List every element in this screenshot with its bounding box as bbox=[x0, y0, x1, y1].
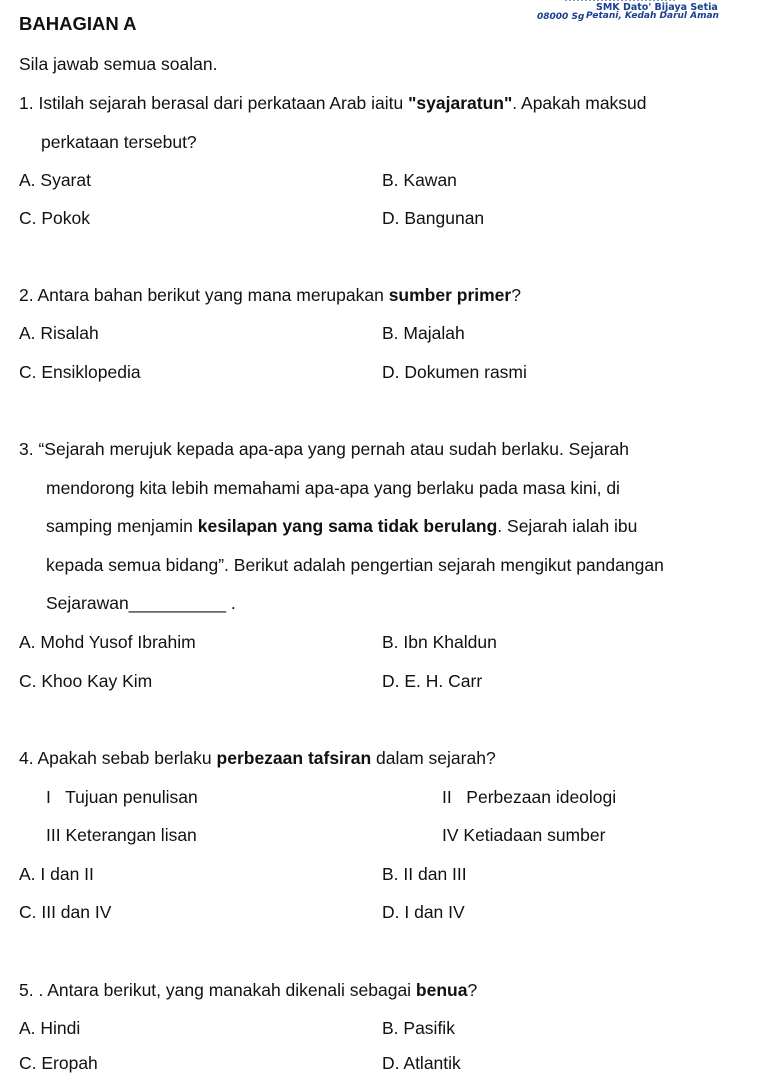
question-3-line-1: 3. “Sejarah merujuk kepada apa-apa yang pernah atau sudah berlaku. Sejarah bbox=[19, 439, 629, 459]
statement-iii: III Keterangan lisan bbox=[46, 825, 197, 845]
option-a[interactable]: A. Risalah bbox=[19, 323, 99, 343]
option-a[interactable]: A. I dan II bbox=[19, 864, 94, 884]
instruction: Sila jawab semua soalan. bbox=[19, 54, 218, 74]
question-3-line-5: Sejarawan__________ . bbox=[46, 593, 236, 613]
question-3-line-3: samping menjamin kesilapan yang sama tidak berulang. Sejarah ialah ibu bbox=[46, 516, 638, 536]
question-1-line-1: 1. Istilah sejarah berasal dari perkataan Arab iaitu "syajaratun". Apakah maksud bbox=[19, 93, 647, 113]
statement-i: I Tujuan penulisan bbox=[46, 787, 198, 807]
section-title: BAHAGIAN A bbox=[19, 13, 137, 34]
question-5-text: 5. . Antara berikut, yang manakah dikenali sebagai benua? bbox=[19, 980, 478, 1000]
option-d[interactable]: D. Bangunan bbox=[382, 208, 485, 228]
stamp-address: Petani, Kedah Darul Aman bbox=[586, 11, 719, 21]
option-d[interactable]: D. Atlantik bbox=[382, 1053, 461, 1073]
question-3-line-2: mendorong kita lebih memahami apa-apa yang berlaku pada masa kini, di bbox=[46, 478, 620, 498]
statement-iv: IV Ketiadaan sumber bbox=[442, 825, 606, 845]
stamp-school-name: SMK Dato' Bijaya Setia bbox=[596, 2, 718, 13]
option-b[interactable]: B. Kawan bbox=[382, 170, 457, 190]
option-b[interactable]: B. II dan III bbox=[382, 864, 467, 884]
option-a[interactable]: A. Syarat bbox=[19, 170, 91, 190]
question-4-text: 4. Apakah sebab berlaku perbezaan tafsiran dalam sejarah? bbox=[19, 748, 496, 768]
question-2-text: 2. Antara bahan berikut yang mana merupakan sumber primer? bbox=[19, 285, 521, 305]
option-d[interactable]: D. E. H. Carr bbox=[382, 671, 483, 691]
option-c[interactable]: C. Ensiklopedia bbox=[19, 362, 141, 382]
option-a[interactable]: A. Mohd Yusof Ibrahim bbox=[19, 632, 196, 652]
option-b[interactable]: B. Pasifik bbox=[382, 1018, 455, 1038]
option-a[interactable]: A. Hindi bbox=[19, 1018, 81, 1038]
option-c[interactable]: C. Eropah bbox=[19, 1053, 98, 1073]
option-d[interactable]: D. I dan IV bbox=[382, 902, 465, 922]
question-3-line-4: kepada semua bidang”. Berikut adalah pengertian sejarah mengikut pandangan bbox=[46, 555, 664, 575]
option-c[interactable]: C. Pokok bbox=[19, 208, 90, 228]
stamp-postcode: 08000 Sg bbox=[537, 12, 585, 22]
question-1-line-2: perkataan tersebut? bbox=[41, 132, 197, 152]
option-d[interactable]: D. Dokumen rasmi bbox=[382, 362, 527, 382]
option-b[interactable]: B. Ibn Khaldun bbox=[382, 632, 497, 652]
option-b[interactable]: B. Majalah bbox=[382, 323, 465, 343]
statement-ii: II Perbezaan ideologi bbox=[442, 787, 617, 807]
option-c[interactable]: C. III dan IV bbox=[19, 902, 112, 922]
option-c[interactable]: C. Khoo Kay Kim bbox=[19, 671, 153, 691]
